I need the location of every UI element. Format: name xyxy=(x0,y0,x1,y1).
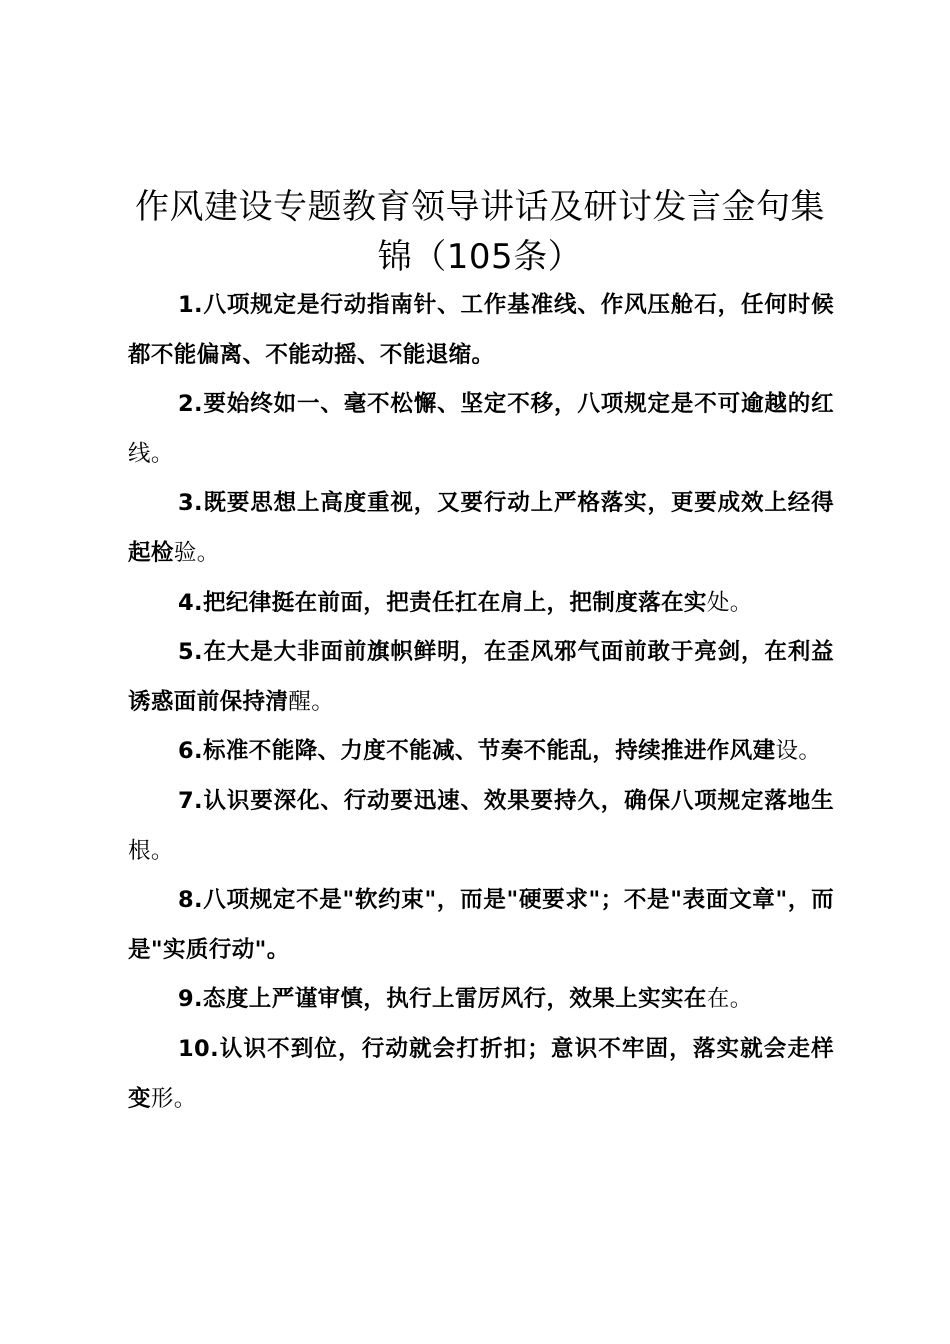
quote-tail: 线。 xyxy=(128,440,174,467)
quote-item-6 xyxy=(128,727,834,777)
quote-tail: 验。 xyxy=(173,539,220,566)
quote-text: 1.八项规定是行动指南针、工作基准线、作风压舱石，任何时候都不能偏离、不能动摇、不能退缩。 xyxy=(128,292,834,368)
quote-item-1 xyxy=(128,281,834,380)
quote-text: 5.在大是大非面前旗帜鲜明，在歪风邪气面前敢于亮剑，在利益诱惑面前保持清 xyxy=(128,639,834,715)
quote-text: 4.把纪律挺在前面，把责任扛在肩上，把制度落在实 xyxy=(178,589,707,616)
quote-item-4 xyxy=(128,579,834,629)
quote-tail: 根。 xyxy=(128,837,174,864)
quote-text: 9.态度上严谨审慎，执行上雷厉风行，效果上实实在 xyxy=(178,986,707,1013)
quote-item-3 xyxy=(128,479,834,578)
quote-tail: 形。 xyxy=(150,1085,197,1112)
quote-list xyxy=(128,281,834,1124)
quote-text: 2.要始终如一、毫不松懈、坚定不移，八项规定是不可逾越的红 xyxy=(178,391,834,418)
quote-tail: 醒。 xyxy=(288,688,335,715)
quote-text: 6.标准不能降、力度不能减、节奏不能乱，持续推进作风建 xyxy=(178,738,776,765)
quote-text: 3.既要思想上高度重视，又要行动上严格落实，更要成效上经得起检 xyxy=(128,490,834,566)
quote-tail: 设。 xyxy=(775,738,822,765)
quote-text: 10.认识不到位，行动就会打折扣；意识不牢固，落实就会走样变 xyxy=(128,1035,834,1112)
quote-text: 8.八项规定不是"软约束"，而是"硬要求"；不是"表面文章"，而是"实质行动"。 xyxy=(128,887,834,963)
quote-text: 7.认识要深化、行动要迅速、效果要持久，确保八项规定落地生 xyxy=(178,787,834,814)
quote-item-5 xyxy=(128,628,834,727)
quote-item-8 xyxy=(128,876,834,975)
quote-item-10 xyxy=(128,1025,834,1124)
quote-item-2 xyxy=(128,380,834,479)
document-title: 作风建设专题教育领导讲话及研讨发言金句集锦（105条） xyxy=(135,187,825,277)
quote-item-7 xyxy=(128,777,834,876)
quote-tail: 处。 xyxy=(706,589,753,616)
quote-item-9 xyxy=(128,975,834,1025)
quote-tail: 在。 xyxy=(706,986,753,1013)
